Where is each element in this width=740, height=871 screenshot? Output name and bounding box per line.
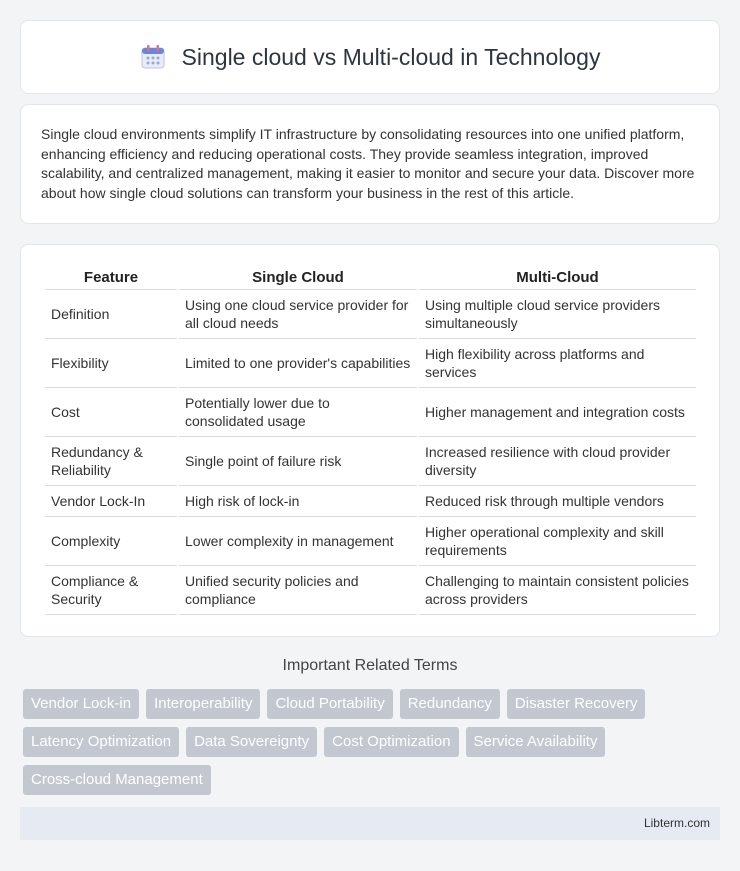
- comparison-table: [43, 265, 698, 615]
- term-tag[interactable]: Cross-cloud Management: [23, 765, 211, 795]
- table-row: [45, 388, 696, 437]
- feature-cell: Vendor Lock-In: [45, 486, 177, 517]
- feature-cell: Redundancy & Reliability: [45, 437, 177, 486]
- term-tag[interactable]: Service Availability: [466, 727, 606, 757]
- single-cloud-cell: Using one cloud service provider for all cloud needs: [179, 290, 417, 339]
- term-tag[interactable]: Redundancy: [400, 689, 500, 719]
- page-title: Single cloud vs Multi-cloud in Technology: [181, 43, 601, 70]
- title-card: [20, 20, 720, 94]
- multi-cloud-cell: Using multiple cloud service providers simultaneously: [419, 290, 696, 339]
- single-cloud-cell: Potentially lower due to consolidated usage: [179, 388, 417, 437]
- header-feature: Feature: [45, 265, 177, 290]
- multi-cloud-cell: Reduced risk through multiple vendors: [419, 486, 696, 517]
- term-tag[interactable]: Latency Optimization: [23, 727, 179, 757]
- term-tag[interactable]: Disaster Recovery: [507, 689, 646, 719]
- table-row: [45, 566, 696, 615]
- multi-cloud-cell: High flexibility across platforms and services: [419, 339, 696, 388]
- term-tag[interactable]: Data Sovereignty: [186, 727, 317, 757]
- table-header-row: [45, 265, 696, 290]
- table-row: [45, 339, 696, 388]
- multi-cloud-cell: Challenging to maintain consistent policies across providers: [419, 566, 696, 615]
- table-row: [45, 290, 696, 339]
- intro-card: [20, 104, 720, 224]
- table-row: [45, 517, 696, 566]
- multi-cloud-cell: Increased resilience with cloud provider diversity: [419, 437, 696, 486]
- single-cloud-cell: High risk of lock-in: [179, 486, 417, 517]
- header-multi-cloud: Multi-Cloud: [419, 265, 696, 290]
- footer-site-link[interactable]: Libterm.com: [643, 816, 710, 830]
- table-row: [45, 437, 696, 486]
- feature-cell: Definition: [45, 290, 177, 339]
- single-cloud-cell: Lower complexity in management: [179, 517, 417, 566]
- single-cloud-cell: Unified security policies and compliance: [179, 566, 417, 615]
- feature-cell: Complexity: [45, 517, 177, 566]
- term-tag[interactable]: Interoperability: [146, 689, 260, 719]
- single-cloud-cell: Limited to one provider's capabilities: [179, 339, 417, 388]
- calendar-icon: [140, 44, 166, 70]
- term-tag[interactable]: Vendor Lock-in: [23, 689, 139, 719]
- related-terms-list: [23, 689, 713, 795]
- single-cloud-cell: Single point of failure risk: [179, 437, 417, 486]
- multi-cloud-cell: Higher operational complexity and skill requirements: [419, 517, 696, 566]
- feature-cell: Flexibility: [45, 339, 177, 388]
- feature-cell: Compliance & Security: [45, 566, 177, 615]
- multi-cloud-cell: Higher management and integration costs: [419, 388, 696, 437]
- term-tag[interactable]: Cloud Portability: [267, 689, 392, 719]
- term-tag[interactable]: Cost Optimization: [324, 727, 458, 757]
- footer: [20, 807, 720, 840]
- comparison-card: [20, 244, 720, 637]
- related-terms-heading: Important Related Terms: [282, 657, 458, 674]
- header-single-cloud: Single Cloud: [179, 265, 417, 290]
- feature-cell: Cost: [45, 388, 177, 437]
- intro-paragraph: Single cloud environments simplify IT infrastructure by consolidating resources into one unified platform, enhancing efficiency and reducing operational costs. They provide seamless integration, improved scalability, and centralized management, making it easier to monitor and secure your data. Discover more about how single cloud solutions can transform your business in the rest of this article.: [41, 126, 695, 201]
- table-row: [45, 486, 696, 517]
